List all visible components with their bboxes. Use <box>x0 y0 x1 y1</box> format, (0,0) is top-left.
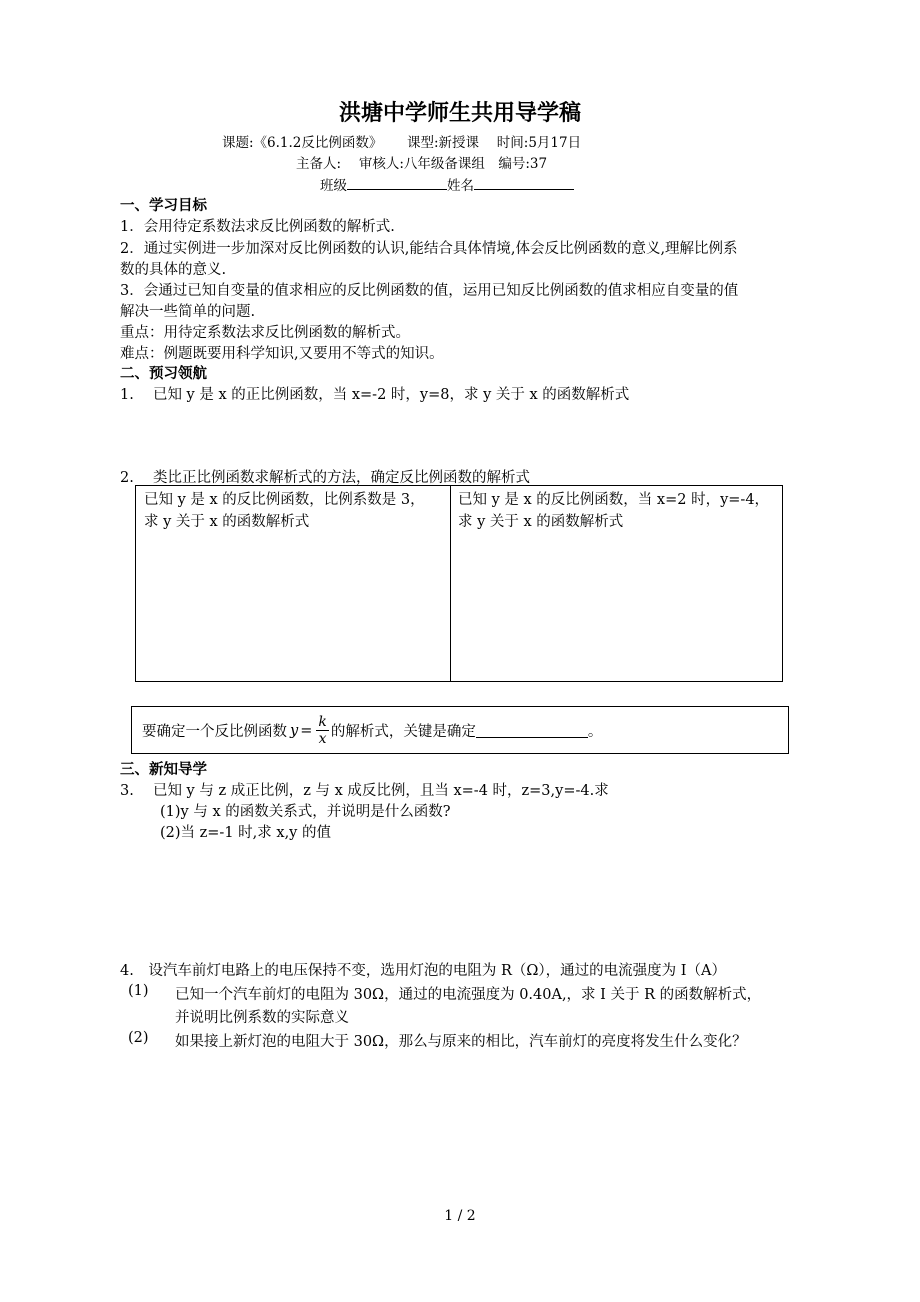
formula-equals: = <box>300 722 313 739</box>
section-heading-preview: 二、预习领航 <box>120 366 207 382</box>
table-cell-right <box>458 489 780 533</box>
goal-line: 3．会通过已知自变量的值求相应的反比例函数的值，运用已知反比例函数的值求相应自变量的值 <box>120 283 739 299</box>
key-point-box <box>131 706 789 754</box>
course-meta-line: 课题:《6.1.2反比例函数》 课型:新授课 时间:5月17日 <box>222 135 582 151</box>
class-label: 班级 <box>320 178 347 194</box>
keybox-blank <box>476 723 588 738</box>
answer-table <box>135 485 783 682</box>
cell-text: 已知 y 是 x 的反比例函数，当 x=2 时，y=-4， <box>458 492 770 508</box>
question-3-part-1: (1)y 与 x 的函数关系式，并说明是什么函数? <box>160 804 451 820</box>
question-1: 1. 已知 y 是 x 的正比例函数，当 x=-2 时，y=8，求 y 关于 x 的函数解析式 <box>120 387 630 403</box>
question-4-part-2: 如果接上新灯泡的电阻大于 30Ω，那么与原来的相比，汽车前灯的亮度将发生什么变化？ <box>175 1034 747 1050</box>
fraction-denominator: x <box>318 731 327 747</box>
keybox-suffix: 的解析式，关键是确定 <box>330 724 476 740</box>
goal-line: 1．会用待定系数法求反比例函数的解析式. <box>120 219 395 235</box>
class-name-line <box>320 174 574 194</box>
key-point-line: 重点：用待定系数法求反比例函数的解析式。 <box>120 325 410 341</box>
section-heading-goals: 一、学习目标 <box>120 198 207 214</box>
section-heading-new-knowledge: 三、新知导学 <box>120 762 207 778</box>
goal-line: 数的具体的意义. <box>120 262 227 278</box>
goal-line: 解决一些简单的问题. <box>120 304 256 320</box>
cell-text: 已知 y 是 x 的反比例函数，比例系数是 3， <box>144 492 425 508</box>
question-4-part-1-number: (1) <box>128 983 149 999</box>
name-label: 姓名 <box>447 178 474 194</box>
question-3: 3. 已知 y 与 z 成正比例，z 与 x 成反比例，且当 x=-4 时，z=3,y=-4.求 <box>120 783 609 799</box>
cell-text: 求 y 关于 x 的函数解析式 <box>144 514 310 530</box>
question-4-part-1: 已知一个汽车前灯的电阻为 30Ω，通过的电流强度为 0.40A,，求 I 关于 R 的函数解析式， <box>175 987 762 1003</box>
fraction-numerator: k <box>318 714 327 730</box>
question-4-part-1-cont: 并说明比例系数的实际意义 <box>175 1010 349 1026</box>
question-2: 2. 类比正比例函数求解析式的方法，确定反比例函数的解析式 <box>120 470 530 486</box>
class-blank <box>347 177 447 190</box>
page-title: 洪塘中学师生共用导学稿 <box>338 101 581 126</box>
table-cell-left <box>144 489 444 533</box>
question-4-part-2-number: (2) <box>128 1030 149 1046</box>
goal-line: 2．通过实例进一步加深对反比例函数的认识,能结合具体情境,体会反比例函数的意义,理解比例系 <box>120 241 738 257</box>
keybox-end: 。 <box>587 724 603 740</box>
name-blank <box>474 177 574 190</box>
table-divider <box>450 486 451 681</box>
key-point-statement <box>142 714 602 747</box>
keybox-prefix: 要确定一个反比例函数 <box>142 724 287 740</box>
author-meta-line: 主备人: 审核人:八年级备课组 编号:37 <box>296 156 548 172</box>
page-number: 1 / 2 <box>444 1208 476 1224</box>
formula-y: y <box>290 722 299 739</box>
question-3-part-2: (2)当 z=-1 时,求 x,y 的值 <box>160 825 331 841</box>
formula-fraction <box>316 714 328 747</box>
cell-text: 求 y 关于 x 的函数解析式 <box>458 514 624 530</box>
difficulty-line: 难点：例题既要用科学知识,又要用不等式的知识。 <box>120 346 444 362</box>
question-4: 4. 设汽车前灯电路上的电压保持不变，选用灯泡的电阻为 R（Ω），通过的电流强度为 I（A） <box>120 963 726 979</box>
